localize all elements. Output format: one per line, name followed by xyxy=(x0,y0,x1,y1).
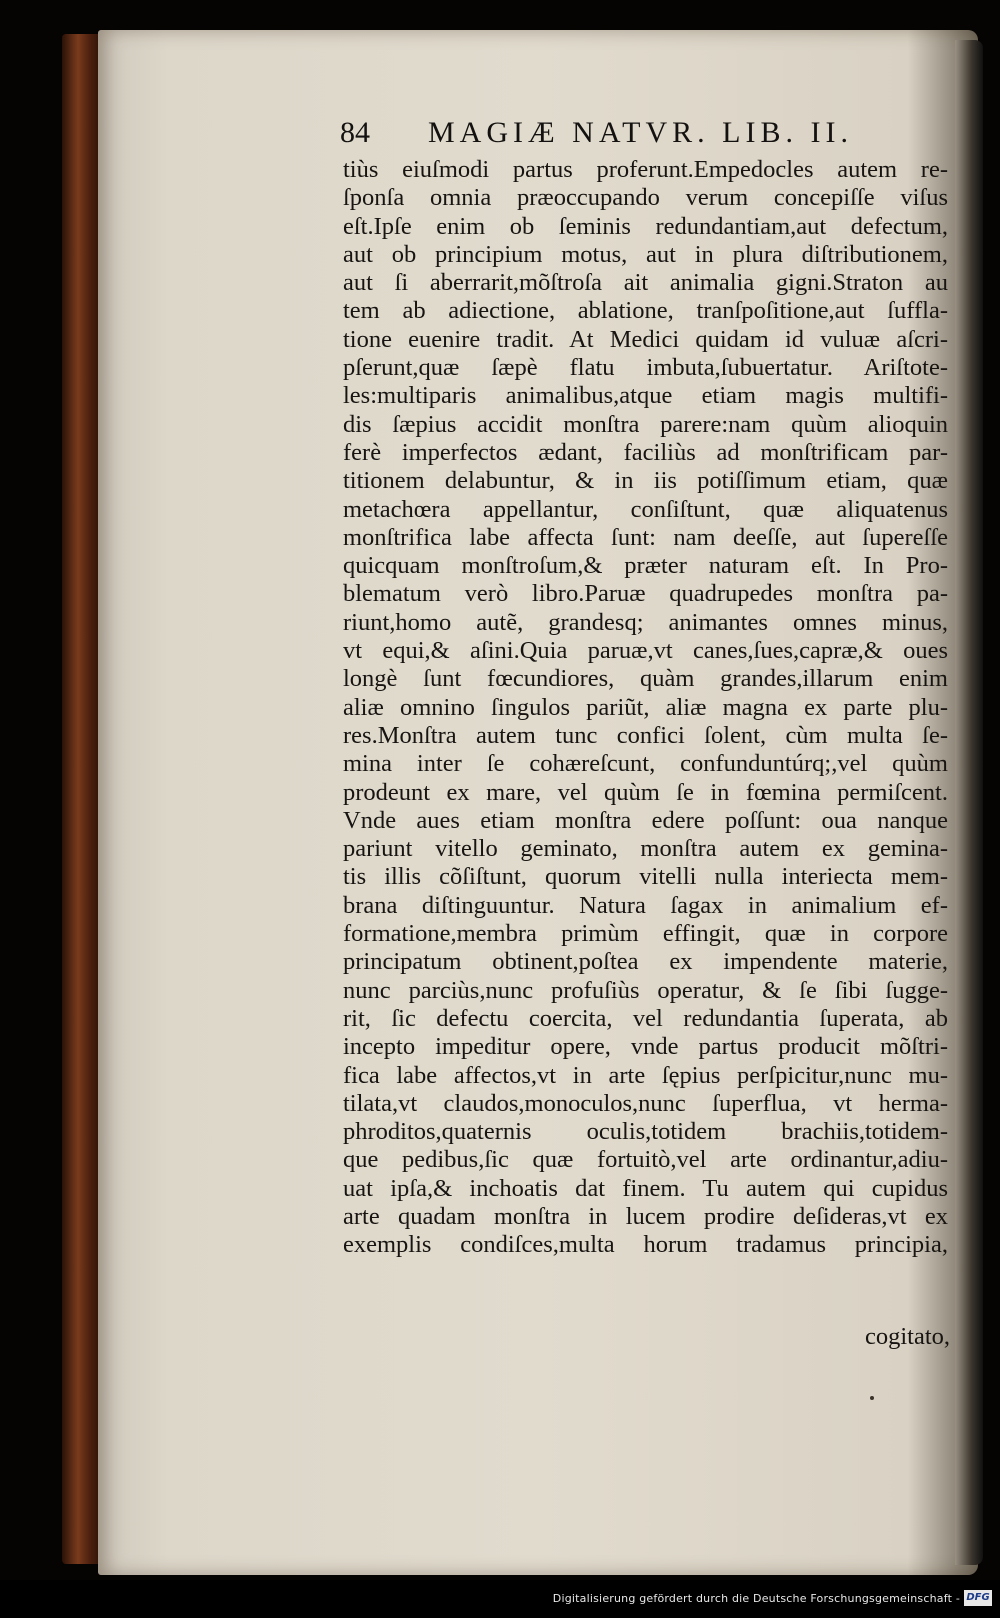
text-line: tilata,vt claudos,monoculos,nunc ſuperflua, vt herma- xyxy=(343,1089,948,1117)
text-line: pſerunt,quæ ſæpè flatu imbuta,ſubuertatur. Ariſtote- xyxy=(343,354,948,382)
dfg-logo-icon: DFG xyxy=(964,1590,992,1606)
text-line: longè ſunt fœcundiores, quàm grandes,illarum enim xyxy=(343,665,948,693)
text-line: mina inter ſe cohæreſcunt, confunduntúrq;,vel quùm xyxy=(343,750,948,778)
footer-credit: Digitalisierung gefördert durch die Deutsche Forschungsgemeinschaft - xyxy=(552,1592,960,1605)
text-line: riunt,homo autẽ, grandesq; animantes omnes minus, xyxy=(343,608,948,636)
text-line: ferè imperfectos ædant, faciliùs ad monſtrificam par- xyxy=(343,438,948,466)
text-line: principatum obtinent,poſtea ex impendente materie, xyxy=(343,948,948,976)
catchword: cogitato, xyxy=(864,1323,950,1350)
text-line: prodeunt ex mare, vel quùm ſe in fœmina permiſcent. xyxy=(343,778,948,806)
text-line: Vnde aues etiam monſtra edere poſſunt: oua nanque xyxy=(343,806,948,834)
page-edge-shadow xyxy=(955,40,983,1565)
text-line: formatione,membra primùm effingit, quæ in corpore xyxy=(343,920,948,948)
text-line: eſt.Ipſe enim ob ſeminis redundantiam,aut defectum, xyxy=(343,212,948,240)
text-line: ſponſa omnia præoccupando verum concepiſſe viſus xyxy=(343,184,948,212)
text-line: monſtrifica labe affecta ſunt: nam deeſſe, aut ſupereſſe xyxy=(343,523,948,551)
text-line: phroditos,quaternis oculis,totidem brachiis,totidem- xyxy=(343,1118,948,1146)
running-title: MAGIÆ NATVR. LIB. II. xyxy=(428,116,853,149)
text-line: metachœra appellantur, conſiſtunt, quæ aliquatenus xyxy=(343,495,948,523)
book-spine xyxy=(62,34,102,1564)
text-line: que pedibus,ſic quæ fortuitò,vel arte ordinantur,adiu- xyxy=(343,1146,948,1174)
text-line: brana diſtinguuntur. Natura ſagax in animalium ef- xyxy=(343,891,948,919)
text-line: titionem delabuntur, & in iis potiſſimum etiam, quæ xyxy=(343,467,948,495)
text-line: rit, ſic defectu coercita, vel redundantia ſuperata, ab xyxy=(343,1004,948,1032)
text-line: quicquam monſtroſum,& præter naturam eſt. In Pro- xyxy=(343,552,948,580)
text-line: tione euenire tradit. At Medici quidam id vuluæ aſcri- xyxy=(343,325,948,353)
text-line: aut ob principium motus, aut in plura diſtributionem, xyxy=(343,240,948,268)
text-line: blematum verò libro.Paruæ quadrupedes monſtra pa- xyxy=(343,580,948,608)
digitization-footer xyxy=(0,1580,1000,1618)
text-line: uat ipſa,& inchoatis dat finem. Tu autem qui cupidus xyxy=(343,1174,948,1202)
text-line: exemplis condiſces,multa horum tradamus principia, xyxy=(343,1231,948,1259)
text-line: les:multiparis animalibus,atque etiam magis multifi- xyxy=(343,382,948,410)
text-line: tis illis cõſiſtunt, quorum vitelli nulla interiecta mem- xyxy=(343,863,948,891)
text-line: nunc parciùs,nunc profuſiùs operatur, & ſe ſibi ſugge- xyxy=(343,976,948,1004)
text-line: dis ſæpius accidit monſtra parere:nam quùm alioquin xyxy=(343,410,948,438)
page-speck xyxy=(870,1396,874,1400)
text-line: fica labe affectos,vt in arte ſępius perſpicitur,nunc mu- xyxy=(343,1061,948,1089)
text-line: tem ab adiectione, ablatione, tranſpoſitione,aut ſuffla- xyxy=(343,297,948,325)
body-text xyxy=(343,156,948,1260)
page-header xyxy=(340,113,900,153)
text-line: arte quadam monſtra in lucem prodire deſideras,vt ex xyxy=(343,1202,948,1230)
text-line: incepto impeditur opere, vnde partus producit mõſtri- xyxy=(343,1033,948,1061)
text-line: vt equi,& aſini.Quia paruæ,vt canes,ſues,capræ,& oues xyxy=(343,637,948,665)
text-line: res.Monſtra autem tunc confici ſolent, cùm multa ſe- xyxy=(343,721,948,749)
text-line: tiùs eiuſmodi partus proferunt.Empedocles autem re- xyxy=(343,156,948,183)
text-line: pariunt vitello geminato, monſtra autem ex gemina- xyxy=(343,835,948,863)
page-number: 84 xyxy=(340,116,370,149)
text-line: aliæ omnino ſingulos pariũt, aliæ magna ex parte plu- xyxy=(343,693,948,721)
text-line: aut ſi aberrarit,mõſtroſa ait animalia gigni.Straton au xyxy=(343,269,948,297)
